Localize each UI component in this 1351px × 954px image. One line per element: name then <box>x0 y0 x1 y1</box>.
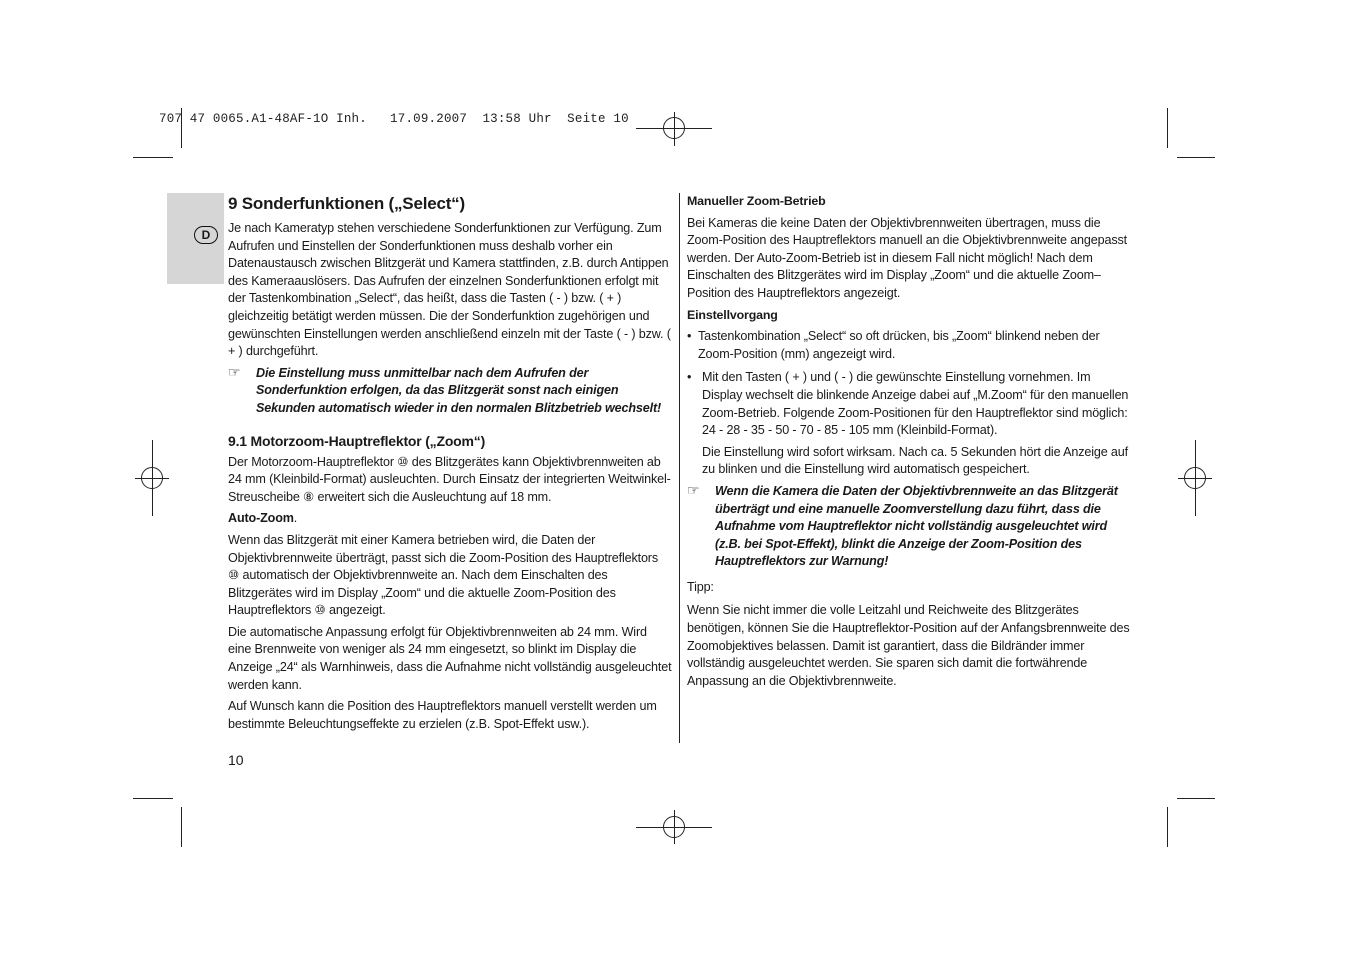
list-item-text: Tastenkombination „Select“ so oft drücken, bis „Zoom“ blinkend neben der Zoom-Position (mm) angezeigt wird. <box>698 329 1100 361</box>
language-badge: D <box>194 226 218 244</box>
crop-mark <box>1177 157 1215 158</box>
bullet-icon: • <box>687 329 692 344</box>
registration-circle <box>1184 467 1206 489</box>
list-item <box>687 328 1131 363</box>
autozoom-heading <box>228 510 672 528</box>
crop-mark <box>1167 807 1168 847</box>
intro-paragraph: Je nach Kameratyp stehen verschiedene Sonderfunktionen zur Verfügung. Zum Aufrufen und Einstellen der Sonderfunktionen muss deshalb vorher ein Datenaustausch zwischen Blitzgerät und Kamera stattfinden, z.B. durch Antippen des Kameraauslösers. Das Aufrufen der einzelnen Sonderfunktionen erfolgt mit der Tastenkombination „Select“, das heißt, dass die Tasten ( - ) bzw. ( + ) gleichzeitig betätigt werden müssen. Die der Sonderfunktion zugehörigen und gewünschten Einstellungen werden anschließend einzeln mit der Taste ( - ) bzw. ( + ) durchgeführt. <box>228 221 671 359</box>
warning-note <box>687 483 1131 571</box>
bullet-icon: • <box>687 370 692 385</box>
autozoom-paragraph-1: Wenn das Blitzgerät mit einer Kamera betrieben wird, die Daten der Objektivbrennweite überträgt, passt sich die Zoom-Position des Hauptreflektors ⑩ automatisch der Objektivbrennweite an. Nach dem Einschalten des Blitzgerätes wird im Display „Zoom“ und die aktuelle Zoom-Position des Hauptreflektors ⑩ angezeigt. <box>228 532 658 618</box>
page-number: 10 <box>228 752 244 768</box>
list-item-text: Mit den Tasten ( + ) und ( - ) die gewünschte Einstellung vornehmen. Im Display wechselt die blinkende Anzeige dabei auf „M.Zoom“ für den manuellen Zoom-Betrieb. Folgende Zoom-Positionen für den Hauptreflektor sind möglich: 24 - 28 - 35 - 50 - 70 - 85 - 105 mm (Kleinbild-Format). <box>702 370 1129 438</box>
section-title: 9.1 Motorzoom-Hauptreflektor („Zoom“) <box>228 432 486 449</box>
registration-circle <box>663 117 685 139</box>
list-item-continuation: Die Einstellung wird sofort wirksam. Nach ca. 5 Sekunden hört die Anzeige auf zu blinken und die Einstellung wird automatisch gespeichert. <box>702 444 1128 477</box>
crop-mark <box>1177 798 1215 799</box>
crop-mark <box>133 798 173 799</box>
crop-mark <box>181 807 182 847</box>
pointing-hand-icon: ☞ <box>228 363 241 380</box>
autozoom-paragraph-2: Die automatische Anpassung erfolgt für Objektivbrennweiten ab 24 mm. Wird eine Brennweite von weniger als 24 mm eingesetzt, so blinkt im Display die Anzeige „24“ als Warnhinweis, dass die Aufnahme nicht vollständig ausgeleuchtet werden kann. <box>228 624 672 692</box>
right-column <box>687 193 1131 694</box>
chapter-title: 9 Sonderfunktionen („Select“) <box>228 194 465 213</box>
autozoom-heading-text: Auto-Zoom <box>228 511 294 526</box>
registration-circle <box>141 467 163 489</box>
manual-zoom-paragraph: Bei Kameras die keine Daten der Objektivbrennweiten übertragen, muss die Zoom-Position des Hauptreflektors manuell an die Objektivbrennweite angepasst werden. Der Auto-Zoom-Betrieb ist in diesem Fall nicht möglich! Nach dem Einschalten des Blitzgerätes wird im Display „Zoom“ und die aktuelle Zoom–Position des Hauptreflektors angezeigt. <box>687 215 1127 300</box>
print-header: 707 47 0065.A1-48AF-1O Inh. 17.09.2007 13:58 Uhr Seite 10 <box>159 112 629 126</box>
procedure-heading: Einstellvorgang <box>687 307 778 322</box>
crop-mark <box>1167 108 1168 148</box>
left-column <box>228 193 672 737</box>
column-divider <box>679 193 680 743</box>
section-paragraph: Der Motorzoom-Hauptreflektor ⑩ des Blitzgerätes kann Objektivbrennweiten ab 24 mm (Kleinbild-Format) ausleuchten. Durch Einsatz der integrierten Weitwinkel-Streuscheibe ⑧ erweitert sich die Ausleuchtung auf 18 mm. <box>228 454 671 504</box>
registration-circle <box>663 816 685 838</box>
tip-paragraph: Wenn Sie nicht immer die volle Leitzahl und Reichweite des Blitzgerätes benötigen, können Sie die Hauptreflektor-Position auf der Anfangsbrennweite des Zoomobjektives belassen. Damit ist garantiert, dass die Bildränder immer vollständig ausgeleuchtet werden. Sie sparen sich damit die fortwährende Anpassung an die Objektivbrennweite. <box>687 603 1130 688</box>
list-item <box>687 369 1131 439</box>
note-text: Wenn die Kamera die Daten der Objektivbrennweite an das Blitzgerät überträgt und eine manuelle Zoomverstellung dazu führt, dass die Aufnahme vom Hauptreflektor nicht vollständig ausgeleuchtet wird (z.B. bei Spot-Effekt), blinkt die Anzeige der Zoom-Position des Hauptreflektors zur Warnung! <box>715 483 1118 569</box>
autozoom-paragraph-3: Auf Wunsch kann die Position des Hauptreflektors manuell verstellt werden um bestimmte Beleuchtungseffekte zu erzielen (z.B. Spot-Effekt usw.). <box>228 699 657 731</box>
autozoom-heading-period: . <box>293 511 298 526</box>
warning-note <box>228 365 672 418</box>
tip-label: Tipp: <box>687 579 714 594</box>
crop-mark <box>133 157 173 158</box>
note-text: Die Einstellung muss unmittelbar nach dem Aufrufen der Sonderfunktion erfolgen, da das Blitzgerät sonst nach einigen Sekunden automatisch wieder in den normalen Blitzbetrieb wechselt! <box>256 365 662 415</box>
pointing-hand-icon: ☞ <box>687 481 700 498</box>
manual-zoom-heading: Manueller Zoom-Betrieb <box>687 194 826 208</box>
